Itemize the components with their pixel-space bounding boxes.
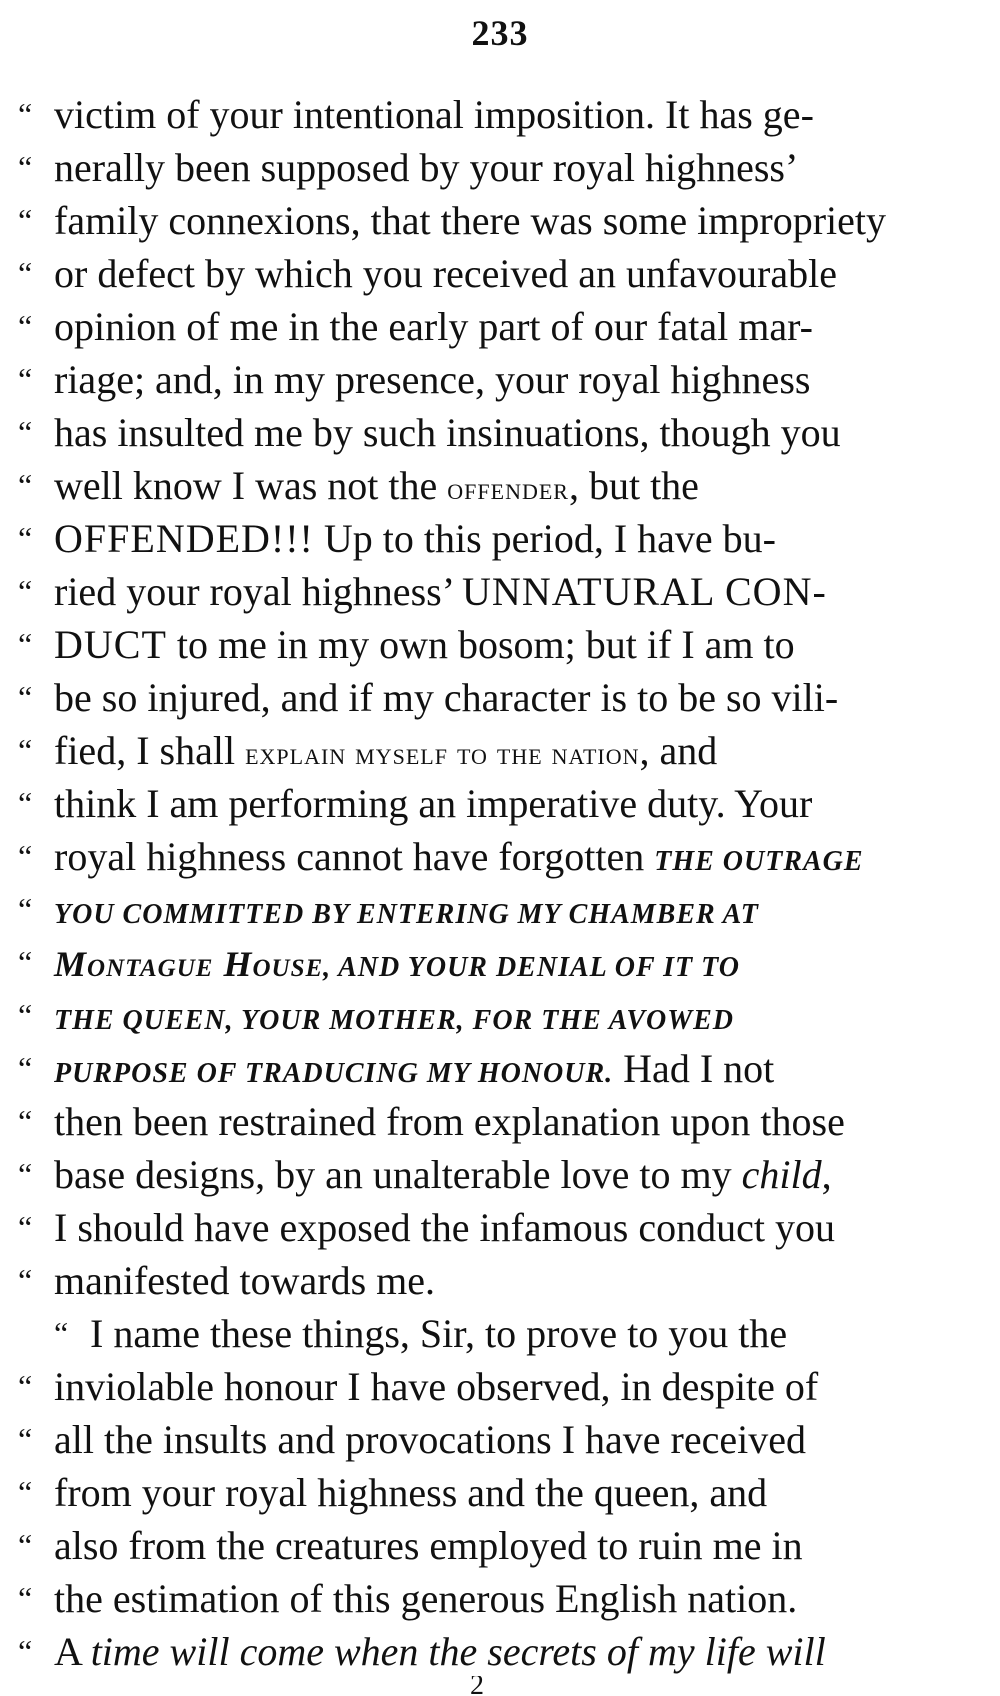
quote-mark: “ [18, 1103, 33, 1139]
quote-mark: “ [18, 891, 33, 927]
text-line [18, 88, 958, 141]
text-line [18, 141, 958, 194]
text-segment: PURPOSE OF TRADUCING MY HONOUR. [54, 1058, 614, 1089]
text-line [18, 353, 958, 406]
text-segment: has insulted me by such insinuations, though you [54, 410, 841, 455]
quote-mark: “ [54, 1315, 69, 1351]
text-line [18, 883, 958, 936]
text-segment: all the insults and provocations I have received [54, 1417, 806, 1462]
text-segment: from your royal highness and the queen, and [54, 1470, 768, 1515]
quote-mark: “ [18, 573, 33, 609]
text-segment: time will come when the secrets of my life will [90, 1629, 826, 1674]
text-segment: manifested towards me. [54, 1258, 435, 1303]
text-segment: or defect by which you received an unfavourable [54, 251, 837, 296]
quote-mark: “ [18, 1474, 33, 1510]
text-line [18, 406, 958, 459]
text-line [18, 1519, 958, 1572]
quote-mark: “ [18, 96, 33, 132]
quote-mark: “ [18, 997, 33, 1033]
quote-mark: “ [18, 785, 33, 821]
text-line [18, 936, 958, 989]
text-segment: think I am performing an imperative duty. Your [54, 781, 813, 826]
text-segment: offender [447, 470, 569, 506]
text-line [18, 1413, 958, 1466]
quote-mark: “ [18, 838, 33, 874]
text-segment: base designs, by an unalterable love to my [54, 1152, 742, 1197]
text-line [18, 1572, 958, 1625]
text-line [18, 459, 958, 512]
quote-mark: “ [18, 944, 33, 980]
text-segment: A [54, 1629, 91, 1674]
quote-mark: “ [18, 414, 33, 450]
text-line [18, 1254, 958, 1307]
text-line [18, 1148, 958, 1201]
text-line [18, 777, 958, 830]
quote-mark: “ [18, 1262, 33, 1298]
text-line [18, 618, 958, 671]
text-segment: be so injured, and if my character is to be so vili- [54, 675, 839, 720]
text-line [18, 724, 958, 777]
quote-mark: “ [18, 679, 33, 715]
text-line [18, 1307, 958, 1360]
quote-mark: “ [18, 308, 33, 344]
quote-mark: “ [18, 626, 33, 662]
text-segment: , but the [568, 463, 699, 508]
quote-mark: “ [18, 1209, 33, 1245]
text-segment: opinion of me in the early part of our fatal mar- [54, 304, 813, 349]
quote-mark: “ [18, 1633, 33, 1669]
text-segment: to me in my own bosom; but if I am to [166, 622, 795, 667]
text-segment: inviolable honour I have observed, in despite of [54, 1364, 819, 1409]
quote-mark: “ [18, 1580, 33, 1616]
quote-mark: “ [18, 1050, 33, 1086]
quote-mark: “ [18, 732, 33, 768]
text-line [18, 1466, 958, 1519]
text-segment: I name these things, Sir, to prove to you the [90, 1311, 788, 1356]
text-segment: riage; and, in my presence, your royal highness [54, 357, 811, 402]
text-segment: Montague House [54, 944, 324, 984]
quote-mark: “ [18, 202, 33, 238]
text-segment: the estimation of this generous English nation. [54, 1576, 798, 1621]
page-number: 233 [471, 13, 529, 53]
text-line [18, 300, 958, 353]
text-line [18, 830, 958, 883]
text-segment: YOU COMMITTED BY ENTERING MY CHAMBER AT [54, 899, 759, 930]
text-segment: nerally been supposed by your royal highness’ [54, 145, 799, 190]
text-segment: , and [639, 728, 718, 773]
text-segment: THE OUTRAGE [654, 846, 864, 877]
text-segment: UNNATURAL CON- [462, 569, 827, 614]
text-line [18, 1095, 958, 1148]
quote-mark: “ [18, 1156, 33, 1192]
text-segment: THE QUEEN, YOUR MOTHER, FOR THE AVOWED [54, 1005, 735, 1036]
quote-mark: “ [18, 149, 33, 185]
text-line [18, 565, 958, 618]
text-segment: well know I was not the [54, 463, 448, 508]
quote-mark: “ [18, 520, 33, 556]
text-segment: fied, I shall [54, 728, 246, 773]
text-line [18, 1201, 958, 1254]
quote-mark: “ [18, 1421, 33, 1457]
text-segment: DUCT [54, 622, 167, 667]
text-line [18, 671, 958, 724]
quote-mark: “ [18, 467, 33, 503]
text-segment: OFFENDED!!! [54, 516, 314, 561]
text-line [18, 1360, 958, 1413]
text-line [18, 1042, 958, 1095]
text-line [18, 512, 958, 565]
body-text [18, 88, 958, 1678]
text-segment: victim of your intentional imposition. It has ge- [54, 92, 814, 137]
quote-mark: “ [18, 255, 33, 291]
text-segment: child [741, 1152, 822, 1197]
text-segment: , [821, 1152, 832, 1197]
text-segment: Up to this period, I have bu- [313, 516, 777, 561]
text-segment: family connexions, that there was some impropriety [54, 198, 887, 243]
text-line [18, 989, 958, 1042]
quote-mark: “ [18, 1368, 33, 1404]
quote-mark: “ [18, 361, 33, 397]
text-segment: , AND YOUR DENIAL OF IT TO [323, 952, 740, 983]
signature-mark: 2 [470, 1676, 484, 1696]
text-segment: explain myself to the nation [245, 735, 640, 771]
text-segment: I should have exposed the infamous conduct you [54, 1205, 835, 1250]
text-segment: Had I not [613, 1046, 775, 1091]
text-segment: then been restrained from explanation upon those [54, 1099, 845, 1144]
text-segment: ried your royal highness’ [54, 569, 463, 614]
text-line [18, 1625, 958, 1678]
text-segment: royal highness cannot have forgotten [54, 834, 655, 879]
quote-mark: “ [18, 1527, 33, 1563]
text-line [18, 194, 958, 247]
text-segment: also from the creatures employed to ruin me in [54, 1523, 803, 1568]
text-line [18, 247, 958, 300]
